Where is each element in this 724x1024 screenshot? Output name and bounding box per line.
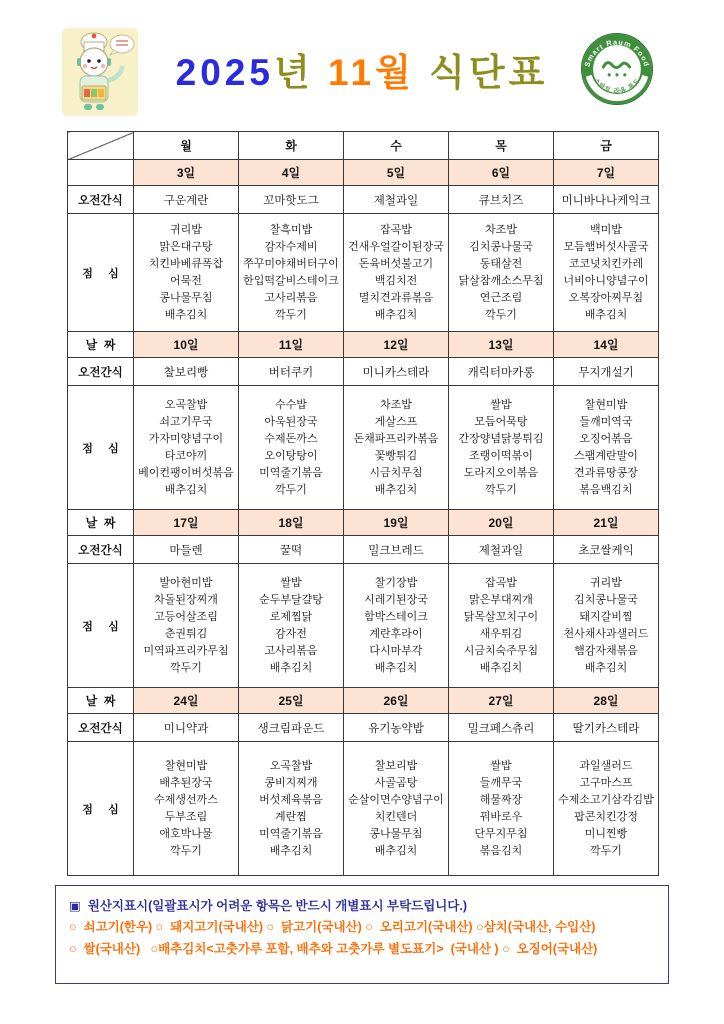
title-year-suffix: 년 (273, 52, 328, 93)
menu-item: 순살이면수양념구이 (348, 793, 444, 806)
date-row-label (68, 160, 134, 186)
date-row-label: 날 짜 (68, 688, 134, 714)
menu-item: 볶음백김치 (579, 483, 633, 496)
lunch-row (68, 564, 659, 688)
menu-item: 콩나물무침 (159, 291, 213, 304)
date-row (68, 160, 659, 186)
weekday-header: 화 (239, 132, 344, 160)
menu-item: 팝콘치킨강정 (574, 810, 638, 823)
lunch-cell (134, 564, 239, 688)
menu-item: 맑은대구탕 (159, 240, 213, 253)
menu-item: 한입떡갈비스테이크 (243, 274, 339, 287)
weekday-header-row (68, 132, 659, 160)
menu-item: 새우튀김 (479, 627, 523, 640)
menu-item: 오곡찰밥 (269, 759, 313, 772)
menu-item: 모듬어묵탕 (474, 415, 528, 428)
origin-notice-line: ○ 쇠고기(한우) ○ 돼지고기(국내산) ○ 닭고기(국내산) ○ 오리고기(국내산) ○삼치(국내산, 수입산) (69, 920, 596, 934)
lunch-cell (239, 742, 344, 876)
menu-item: 코코넛치킨카레 (568, 257, 644, 270)
menu-item: 배추김치 (164, 308, 208, 321)
meal-plan-table (67, 131, 659, 876)
menu-item: 배추김치 (269, 844, 313, 857)
menu-item: 수제생선까스 (154, 793, 218, 806)
menu-item: 잡곡밥 (485, 576, 517, 589)
menu-item: 배추김치 (164, 483, 208, 496)
menu-item: 미역줄기볶음 (259, 827, 323, 840)
menu-item: 잡곡밥 (380, 223, 412, 236)
morning-snack-row (68, 186, 659, 214)
snack-cell: 밀크페스츄리 (449, 714, 554, 742)
lunch-cell (239, 214, 344, 332)
menu-item: 계란후라이 (369, 627, 423, 640)
date-cell: 21일 (554, 510, 659, 536)
menu-item: 배추김치 (374, 844, 418, 857)
menu-item: 배추김치 (374, 661, 418, 674)
date-cell: 12일 (344, 332, 449, 358)
menu-item: 오이탕탕이 (264, 449, 318, 462)
menu-item: 쌀밥 (490, 759, 512, 772)
menu-item: 김치콩나물국 (469, 240, 533, 253)
menu-item: 멸치견과류볶음 (358, 291, 434, 304)
menu-item: 귀리밥 (170, 223, 202, 236)
menu-item: 배추된장국 (159, 776, 213, 789)
menu-item: 깍두기 (485, 483, 517, 496)
menu-item: 어묵전 (170, 274, 202, 287)
menu-item: 햄감자채볶음 (574, 644, 638, 657)
lunch-row (68, 386, 659, 510)
lunch-cell (554, 214, 659, 332)
menu-item: 오징어볶음 (579, 432, 633, 445)
date-cell: 7일 (554, 160, 659, 186)
menu-item: 찰현미밥 (164, 759, 208, 772)
menu-item: 쭈꾸미야채버터구이 (243, 257, 339, 270)
menu-item: 시금치숙주무침 (463, 644, 539, 657)
menu-item: 돈육버섯불고기 (358, 257, 434, 270)
menu-item: 닭살참깨소스무침 (458, 274, 544, 287)
origin-notice-box (55, 885, 669, 984)
menu-item: 시금치무침 (369, 466, 423, 479)
menu-item: 돈채파프리카볶음 (353, 432, 439, 445)
snack-cell: 마들렌 (134, 536, 239, 564)
menu-item: 배추김치 (374, 483, 418, 496)
snack-cell: 큐브치즈 (449, 186, 554, 214)
lunch-cell (239, 386, 344, 510)
menu-item: 오곡찰밥 (164, 398, 208, 411)
menu-item: 간장양념닭봉튀김 (458, 432, 544, 445)
meal-table-body (68, 160, 659, 876)
date-row (68, 332, 659, 358)
snack-cell: 미니카스테라 (344, 358, 449, 386)
date-cell: 3일 (134, 160, 239, 186)
lunch-row-label: 점 심 (68, 564, 134, 688)
menu-item: 콩나물무침 (369, 827, 423, 840)
snack-cell: 유기농약밥 (344, 714, 449, 742)
lunch-cell (344, 214, 449, 332)
weekday-header: 월 (134, 132, 239, 160)
menu-item: 베이컨팽이버섯볶음 (138, 466, 234, 479)
menu-item: 차조밥 (380, 398, 412, 411)
snack-cell: 미니바나나케익크 (554, 186, 659, 214)
menu-item: 수제소고기삼각김밥 (558, 793, 654, 806)
snack-cell: 초코쌀케익 (554, 536, 659, 564)
menu-item: 깍두기 (590, 844, 622, 857)
menu-item: 과일샐러드 (579, 759, 633, 772)
date-cell: 27일 (449, 688, 554, 714)
snack-cell: 생크림파운드 (239, 714, 344, 742)
date-cell: 20일 (449, 510, 554, 536)
menu-item: 사골곰탕 (374, 776, 418, 789)
date-cell: 14일 (554, 332, 659, 358)
snack-cell: 꿀떡 (239, 536, 344, 564)
date-cell: 25일 (239, 688, 344, 714)
origin-notice-line: ○ 쌀(국내산) ○배추김치<고춧가루 포함, 배추와 고춧가루 별도표기> (국내산 ) ○ 오징어(국내산) (69, 942, 598, 956)
menu-item: 배추김치 (374, 308, 418, 321)
menu-item: 미니찐빵 (584, 827, 628, 840)
stamp-seal-icon (580, 32, 654, 106)
snack-cell: 밀크브레드 (344, 536, 449, 564)
menu-item: 쌀밥 (280, 576, 302, 589)
menu-item: 두부조림 (164, 810, 208, 823)
title-label: 식단표 (429, 52, 549, 93)
menu-item: 맑은부대찌개 (469, 593, 533, 606)
snack-cell: 제철과일 (344, 186, 449, 214)
menu-item: 연근조림 (479, 291, 523, 304)
menu-item: 고구마스프 (579, 776, 633, 789)
menu-item: 찰기장밥 (374, 576, 418, 589)
lunch-cell (344, 386, 449, 510)
morning-snack-row (68, 714, 659, 742)
menu-item: 고사리볶음 (264, 644, 318, 657)
menu-item: 애호박나물 (159, 827, 213, 840)
lunch-row-label: 점 심 (68, 742, 134, 876)
menu-item: 감자전 (275, 627, 307, 640)
date-cell: 6일 (449, 160, 554, 186)
snack-cell: 캐릭터마카롱 (449, 358, 554, 386)
brand-stamp-logo (580, 32, 654, 106)
menu-item: 김치콩나물국 (574, 593, 638, 606)
menu-item: 버섯제육볶음 (259, 793, 323, 806)
menu-item: 감자수제비 (264, 240, 318, 253)
origin-notice-title: ▣ 원산지표시(일괄표시가 어려운 항목은 반드시 개별표시 부탁드립니다.) (69, 899, 468, 913)
lunch-cell (449, 386, 554, 510)
menu-item: 미역파프리카무침 (143, 644, 229, 657)
snack-row-label: 오전간식 (68, 186, 134, 214)
snack-cell: 미니약과 (134, 714, 239, 742)
menu-item: 아욱된장국 (264, 415, 318, 428)
menu-item: 찰보리밥 (374, 759, 418, 772)
date-cell: 18일 (239, 510, 344, 536)
menu-item: 동태살전 (479, 257, 523, 270)
snack-cell: 무지개설기 (554, 358, 659, 386)
snack-cell: 구운계란 (134, 186, 239, 214)
menu-item: 오복장아찌무침 (568, 291, 644, 304)
lunch-cell (344, 742, 449, 876)
date-cell: 17일 (134, 510, 239, 536)
snack-cell: 딸기카스테라 (554, 714, 659, 742)
menu-item: 깍두기 (275, 308, 307, 321)
lunch-cell (554, 742, 659, 876)
menu-item: 시레기된장국 (364, 593, 428, 606)
date-row (68, 510, 659, 536)
menu-item: 꽃빵튀김 (374, 449, 418, 462)
lunch-cell (239, 564, 344, 688)
snack-cell: 버터쿠키 (239, 358, 344, 386)
title-month: 11월 (327, 52, 430, 93)
menu-item: 다시마부각 (369, 644, 423, 657)
menu-item: 가자미양념구이 (148, 432, 224, 445)
lunch-row-label: 점 심 (68, 214, 134, 332)
menu-item: 깍두기 (170, 844, 202, 857)
lunch-cell (449, 214, 554, 332)
lunch-row (68, 742, 659, 876)
menu-item: 배추김치 (584, 308, 628, 321)
date-cell: 24일 (134, 688, 239, 714)
date-row-label: 날 짜 (68, 332, 134, 358)
menu-item: 백미밥 (590, 223, 622, 236)
lunch-row-label: 점 심 (68, 386, 134, 510)
morning-snack-row (68, 536, 659, 564)
menu-item: 콩비지찌개 (264, 776, 318, 789)
menu-item: 깍두기 (485, 308, 517, 321)
menu-item: 들깨미역국 (579, 415, 633, 428)
menu-item: 해물짜장 (479, 793, 523, 806)
date-cell: 5일 (344, 160, 449, 186)
menu-item: 수수밥 (275, 398, 307, 411)
date-cell: 26일 (344, 688, 449, 714)
menu-item: 고등어살조림 (154, 610, 218, 623)
menu-item: 너비아니양념구이 (563, 274, 649, 287)
menu-item: 배추김치 (269, 661, 313, 674)
lunch-cell (449, 564, 554, 688)
menu-item: 차조밥 (485, 223, 517, 236)
lunch-cell (554, 386, 659, 510)
menu-item: 백김치전 (374, 274, 418, 287)
menu-item: 함박스테이크 (364, 610, 428, 623)
menu-item: 게살스프 (374, 415, 418, 428)
menu-item: 춘권튀김 (164, 627, 208, 640)
menu-item: 찰현미밥 (584, 398, 628, 411)
snack-row-label: 오전간식 (68, 358, 134, 386)
lunch-cell (134, 214, 239, 332)
menu-item: 깍두기 (275, 483, 307, 496)
menu-item: 건새우얼갈이된장국 (348, 240, 444, 253)
corner-diagonal-cell (68, 132, 134, 160)
date-cell: 10일 (134, 332, 239, 358)
snack-row-label: 오전간식 (68, 714, 134, 742)
lunch-cell (134, 386, 239, 510)
lunch-cell (554, 564, 659, 688)
menu-item: 쇠고기무국 (159, 415, 213, 428)
snack-cell: 꼬마핫도그 (239, 186, 344, 214)
menu-item: 고사리볶음 (264, 291, 318, 304)
stamp-arc-top-text: Smart Raum Food (582, 37, 652, 69)
menu-item: 치킨텐더 (374, 810, 418, 823)
menu-item: 수제돈까스 (264, 432, 318, 445)
date-row-label: 날 짜 (68, 510, 134, 536)
menu-item: 조랭이떡볶이 (469, 449, 533, 462)
weekday-header: 금 (554, 132, 659, 160)
snack-row-label: 오전간식 (68, 536, 134, 564)
menu-item: 닭목살꼬치구이 (463, 610, 539, 623)
date-row (68, 688, 659, 714)
menu-item: 타코야끼 (164, 449, 208, 462)
date-cell: 28일 (554, 688, 659, 714)
menu-item: 배추김치 (479, 661, 523, 674)
menu-item: 꿔바로우 (479, 810, 523, 823)
weekday-header: 목 (449, 132, 554, 160)
menu-item: 볶음김치 (479, 844, 523, 857)
lunch-cell (134, 742, 239, 876)
lunch-cell (344, 564, 449, 688)
menu-item: 모듬햄버섯사골국 (563, 240, 649, 253)
stamp-arc-bottom-text: 스마트 라움 푸드 (592, 77, 642, 95)
title-year: 2025 (175, 52, 274, 93)
menu-item: 천사채사과샐러드 (563, 627, 649, 640)
date-cell: 13일 (449, 332, 554, 358)
menu-item: 스팸계란말이 (574, 449, 638, 462)
menu-item: 순두부달걀탕 (259, 593, 323, 606)
menu-item: 찰흑미밥 (269, 223, 313, 236)
menu-item: 쌀밥 (490, 398, 512, 411)
menu-item: 배추김치 (584, 661, 628, 674)
menu-item: 계란찜 (275, 810, 307, 823)
menu-item: 발아현미밥 (159, 576, 213, 589)
date-cell: 4일 (239, 160, 344, 186)
snack-cell: 찰보리빵 (134, 358, 239, 386)
snack-cell: 제철과일 (449, 536, 554, 564)
date-cell: 19일 (344, 510, 449, 536)
menu-item: 차돌된장찌개 (154, 593, 218, 606)
morning-snack-row (68, 358, 659, 386)
menu-item: 돼지갈비찜 (579, 610, 633, 623)
date-cell: 11일 (239, 332, 344, 358)
menu-item: 견과류땅콩장 (574, 466, 638, 479)
weekday-header: 수 (344, 132, 449, 160)
lunch-cell (449, 742, 554, 876)
menu-item: 미역줄기볶음 (259, 466, 323, 479)
menu-item: 로제찜닭 (269, 610, 313, 623)
menu-item: 들깨무국 (479, 776, 523, 789)
menu-item: 깍두기 (170, 661, 202, 674)
lunch-row (68, 214, 659, 332)
menu-item: 치킨바베큐폭찹 (148, 257, 224, 270)
menu-item: 도라지오이볶음 (463, 466, 539, 479)
menu-item: 단무지무침 (474, 827, 528, 840)
menu-item: 귀리밥 (590, 576, 622, 589)
